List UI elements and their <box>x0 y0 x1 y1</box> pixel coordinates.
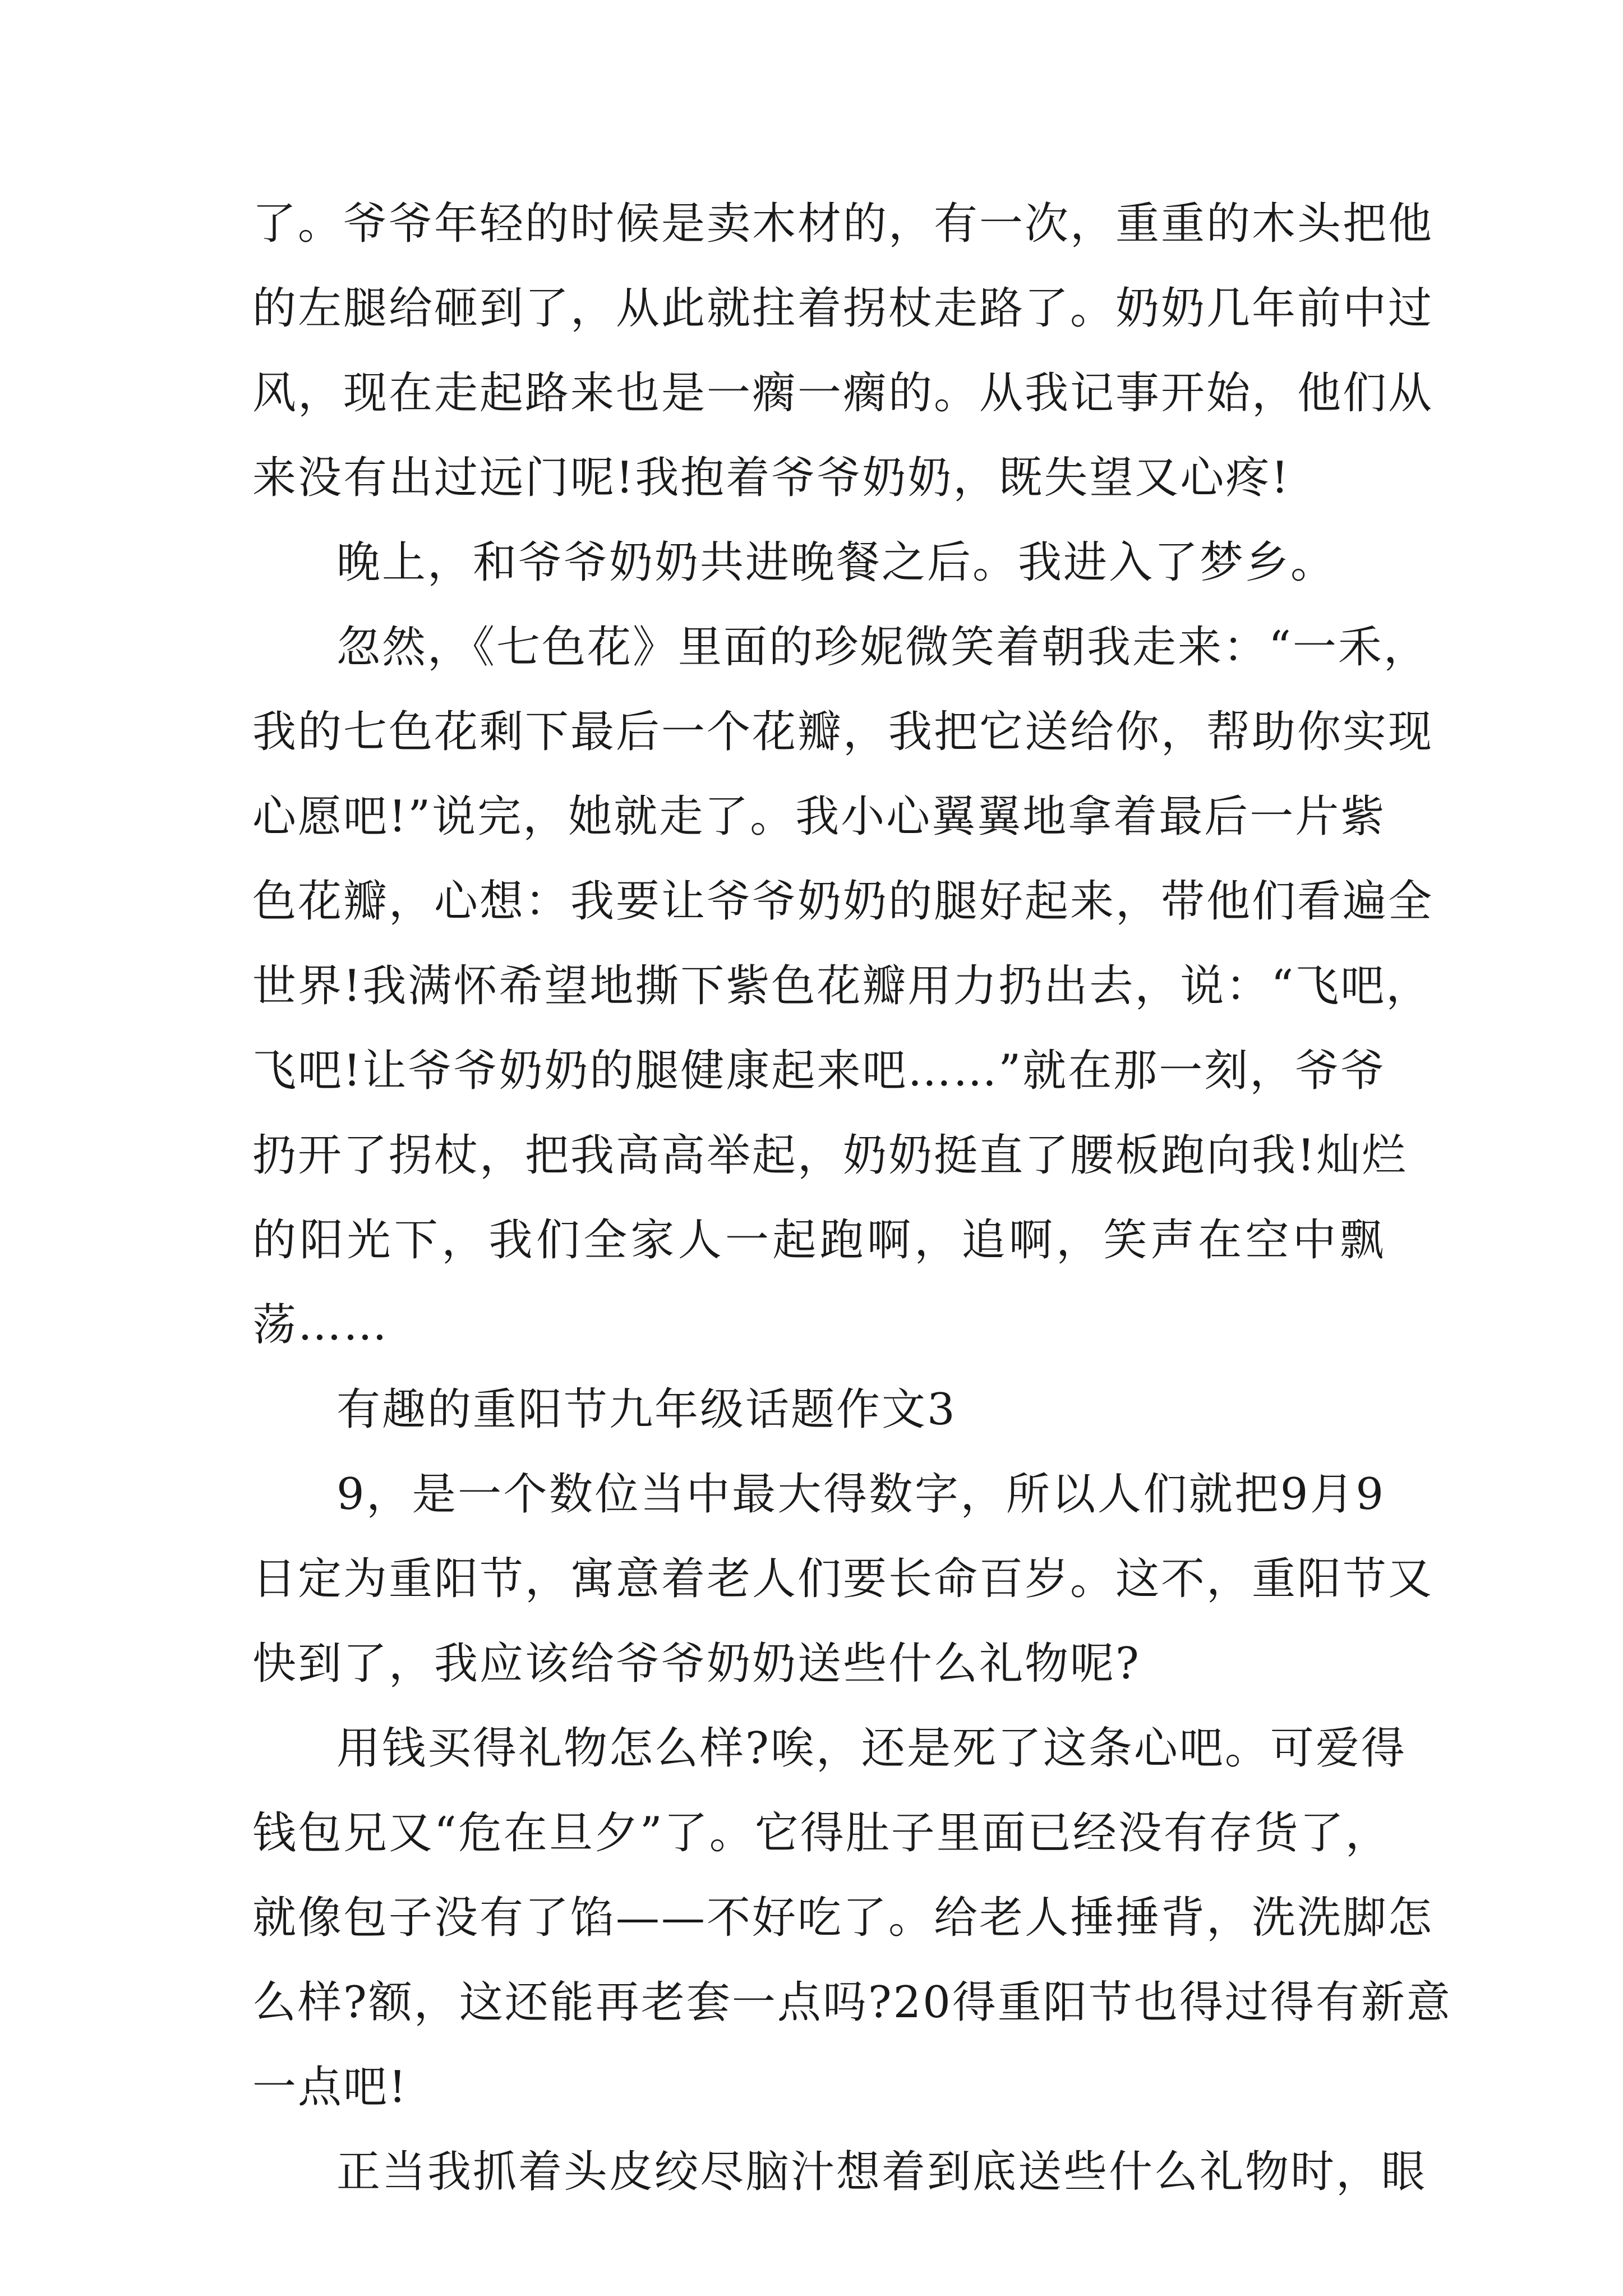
text-line: 世界!我满怀希望地撕下紫色花瓣用力扔出去，说：“飞吧， <box>252 961 1432 1011</box>
text-line: 用钱买得礼物怎么样?唉，还是死了这条心吧。可爱得 <box>336 1723 1407 1774</box>
text-line: 一点吧! <box>252 2062 408 2113</box>
text-line: 的阳光下，我们全家人一起跑啊，追啊，笑声在空中飘 <box>252 1215 1385 1266</box>
text-line: 风，现在走起路来也是一瘸一瘸的。从我记事开始，他们从 <box>252 368 1434 418</box>
text-line: 了。爷爷年轻的时候是卖木材的，有一次，重重的木头把他 <box>252 199 1434 249</box>
text-line: 就像包子没有了馅——不好吃了。给老人捶捶背，洗洗脚怎 <box>252 1893 1434 1943</box>
text-line: 钱包兄又“危在旦夕”了。它得肚子里面已经没有存货了， <box>252 1808 1391 1858</box>
text-line: 扔开了拐杖，把我高高举起，奶奶挺直了腰板跑向我!灿烂 <box>252 1130 1408 1181</box>
text-line: 忽然，《七色花》里面的珍妮微笑着朝我走来：“一禾， <box>336 622 1429 673</box>
text-line: 9，是一个数位当中最大得数字，所以人们就把9月9 <box>336 1469 1385 1520</box>
text-line: 色花瓣，心想：我要让爷爷奶奶的腿好起来，带他们看遍全 <box>252 876 1434 927</box>
text-line: 么样?额，这还能再老套一点吗?20得重阳节也得过得有新意 <box>252 1977 1452 2028</box>
text-line: 心愿吧!”说完，她就走了。我小心翼翼地拿着最后一片紫 <box>252 792 1386 842</box>
text-line: 飞吧!让爷爷奶奶的腿健康起来吧……”就在那一刻，爷爷 <box>252 1046 1386 1096</box>
section-heading: 有趣的重阳节九年级话题作文3 <box>336 1384 957 1435</box>
text-line: 正当我抓着头皮绞尽脑汁想着到底送些什么礼物时，眼 <box>336 2147 1427 2197</box>
text-line: 荡…… <box>252 1300 389 1350</box>
text-line: 我的七色花剩下最后一个花瓣，我把它送给你，帮助你实现 <box>252 707 1434 757</box>
text-line: 日定为重阳节，寓意着老人们要长命百岁。这不，重阳节又 <box>252 1554 1434 1604</box>
text-line: 快到了，我应该给爷爷奶奶送些什么礼物呢? <box>252 1639 1141 1689</box>
text-line: 的左腿给砸到了，从此就拄着拐杖走路了。奶奶几年前中过 <box>252 283 1434 334</box>
text-line: 晚上，和爷爷奶奶共进晚餐之后。我进入了梦乡。 <box>336 537 1336 588</box>
text-line: 来没有出过远门呢!我抱着爷爷奶奶，既失望又心疼! <box>252 453 1290 503</box>
